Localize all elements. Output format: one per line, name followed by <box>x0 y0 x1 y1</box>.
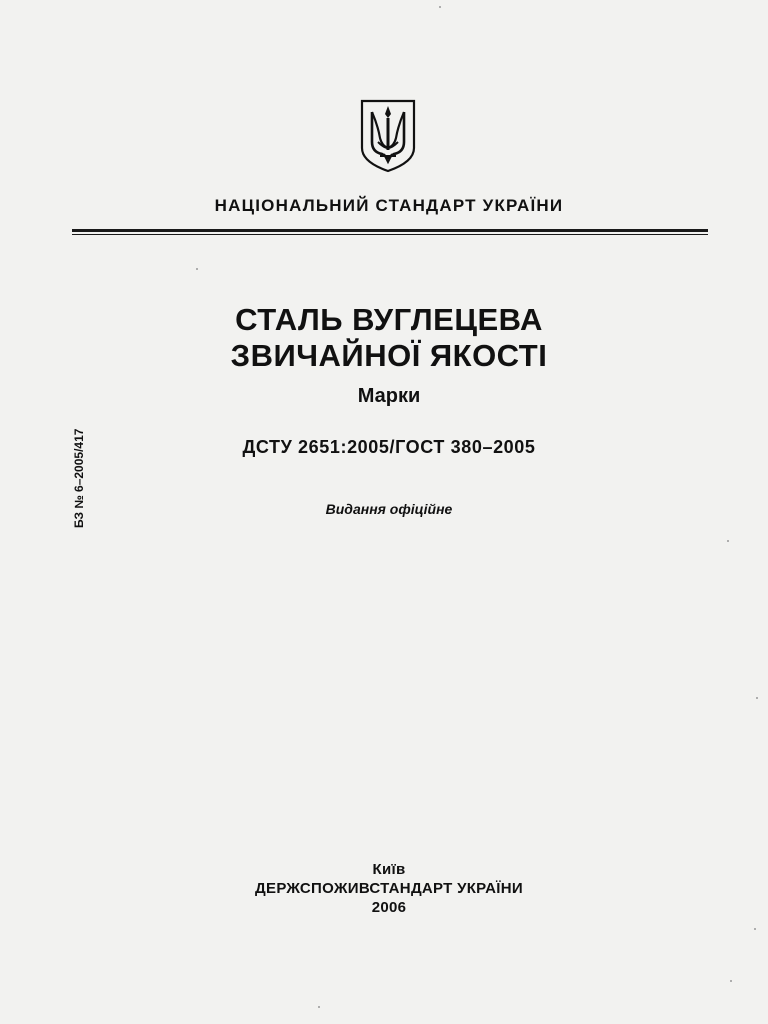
side-registration-label: БЗ № 6–2005/417 <box>72 428 86 528</box>
scan-speck <box>196 268 198 270</box>
trident-coat-of-arms-icon <box>358 98 418 174</box>
footer-city: Київ <box>372 861 406 878</box>
document-subtitle: Марки <box>357 385 421 407</box>
scan-speck <box>730 980 732 982</box>
footer-publisher: ДЕРЖСПОЖИВСТАНДАРТ УКРАЇНИ <box>255 880 523 897</box>
document-title-line-1: СТАЛЬ ВУГЛЕЦЕВА <box>235 302 543 337</box>
footer-year: 2006 <box>371 899 407 916</box>
document-title-line-2: ЗВИЧАЙНОЇ ЯКОСТІ <box>230 338 548 373</box>
header-divider-thin <box>72 234 708 235</box>
scan-speck <box>318 1006 320 1008</box>
edition-note: Видання офіційне <box>325 501 453 517</box>
scan-speck <box>756 697 758 699</box>
publication-footer <box>0 860 768 917</box>
header-divider-thick <box>72 229 708 232</box>
document-title <box>0 302 768 374</box>
scan-speck <box>439 6 441 8</box>
national-standard-header: НАЦІОНАЛЬНИЙ СТАНДАРТ УКРАЇНИ <box>214 196 564 215</box>
scan-speck <box>754 928 756 930</box>
standard-designation: ДСТУ 2651:2005/ГОСТ 380–2005 <box>242 437 536 457</box>
scan-speck <box>727 540 729 542</box>
